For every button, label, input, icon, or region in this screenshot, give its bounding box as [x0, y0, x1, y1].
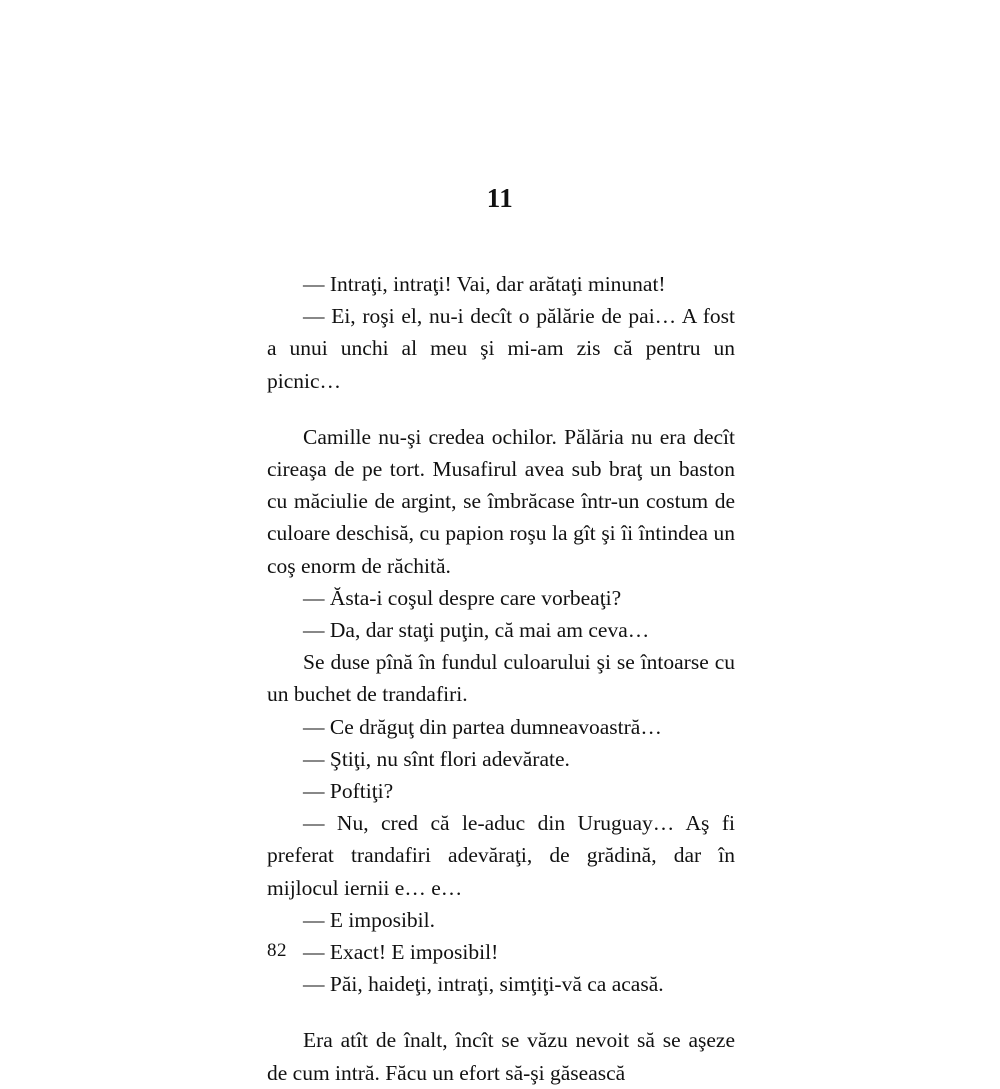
paragraph: — Ştiţi, nu sînt flori adevărate.: [303, 746, 570, 771]
paragraph: — Intraţi, intraţi! Vai, dar arătaţi minunat!: [303, 272, 666, 296]
paragraph: — Exact! E imposibil!: [303, 940, 499, 965]
paragraph: Se duse pînă în fundul culoarului şi se întoarse cu un buchet de trandafiri.: [267, 650, 735, 707]
page-number: 82: [267, 940, 287, 961]
body-text-column: [267, 268, 735, 1089]
paragraph: — Păi, haideţi, intraţi, simţiţi-vă ca acasă.: [303, 972, 664, 997]
paragraph: — Ce drăguţ din partea dumneavoastră…: [303, 714, 662, 739]
paragraph: — Da, dar staţi puţin, că mai am ceva…: [303, 618, 650, 643]
paragraph: — Ăsta-i coşul despre care vorbeaţi?: [303, 585, 622, 610]
paragraph: Era atît de înalt, încît se văzu nevoit să se aşeze de cum intră. Făcu un efort să-şi găsească: [267, 1028, 735, 1085]
paragraph: — Poftiţi?: [303, 779, 394, 804]
chapter-number: 11: [486, 183, 514, 213]
paragraph: — Nu, cred că le-aduc din Uruguay… Aş fi preferat trandafiri adevăraţi, de grădină, dar în mijlocul iernii e… e…: [267, 811, 735, 900]
paragraph: — Ei, roşi el, nu-i decît o pălărie de pai… A fost a unui unchi al meu şi mi-am zis că pentru un picnic…: [267, 304, 735, 393]
paragraph: — E imposibil.: [303, 907, 435, 932]
paragraph: Camille nu-şi credea ochilor. Pălăria nu era decît cireaşa de pe tort. Musafirul avea sub braţ un baston cu măciulie de argint, se îmbrăcase într-un costum de culoare deschisă, cu papion roşu la gît şi îi întindea un coş enorm de răchită.: [267, 424, 735, 578]
